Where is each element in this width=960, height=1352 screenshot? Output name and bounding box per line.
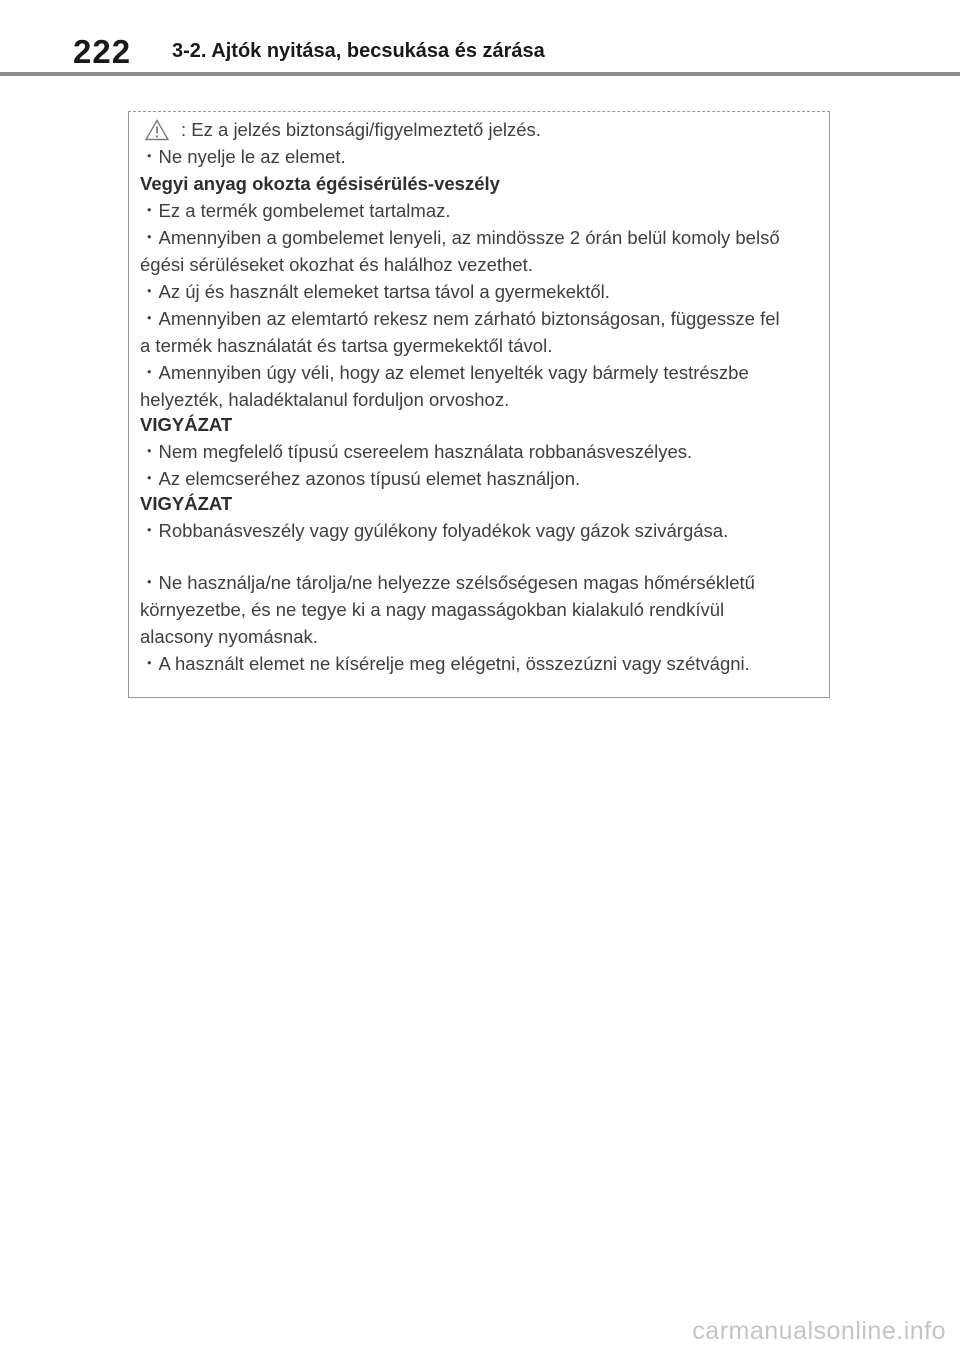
notice-line: alacsony nyomásnak. bbox=[140, 626, 318, 647]
battery-warning-notice bbox=[128, 111, 830, 698]
notice-line: ・Nem megfelelő típusú csereelem használata robbanásveszélyes. bbox=[140, 441, 693, 462]
section-title: 3-2. Ajtók nyitása, becsukása és zárása bbox=[172, 40, 545, 62]
notice-line: ・Az új és használt elemeket tartsa távol a gyermekektől. bbox=[140, 281, 610, 302]
notice-line: ・Ne nyelje le az elemet. bbox=[140, 146, 346, 167]
page-header bbox=[0, 0, 960, 80]
notice-line: ・Ez a termék gombelemet tartalmaz. bbox=[140, 200, 451, 221]
notice-line: égési sérüléseket okozhat és halálhoz vezethet. bbox=[140, 254, 533, 275]
page-number: 222 bbox=[73, 33, 132, 70]
notice-line: környezetbe, és ne tegye ki a nagy magasságokban kialakuló rendkívül bbox=[140, 599, 725, 620]
notice-line: ・Ne használja/ne tárolja/ne helyezze szélsőségesen magas hőmérsékletű bbox=[140, 572, 755, 593]
notice-line: ・Amennyiben a gombelemet lenyeli, az mindössze 2 órán belül komoly belső bbox=[140, 227, 780, 248]
hazard-heading: Vegyi anyag okozta égésisérülés-veszély bbox=[140, 173, 500, 194]
notice-line: ・Amennyiben úgy véli, hogy az elemet lenyelték vagy bármely testrészbe bbox=[140, 362, 749, 383]
warning-legend-text: : Ez a jelzés biztonsági/figyelmeztető jelzés. bbox=[181, 119, 541, 140]
notice-line: ・Robbanásveszély vagy gyúlékony folyadékok vagy gázok szivárgása. bbox=[140, 520, 729, 541]
header-divider bbox=[0, 72, 960, 76]
notice-line: ・A használt elemet ne kísérelje meg elégetni, összezúzni vagy szétvágni. bbox=[140, 653, 750, 674]
caution-heading: VIGYÁZAT bbox=[140, 493, 233, 514]
notice-line: helyezték, haladéktalanul forduljon orvoshoz. bbox=[140, 389, 510, 410]
warning-triangle-icon bbox=[145, 119, 169, 141]
warning-legend-row bbox=[135, 117, 541, 143]
notice-line: ・Amennyiben az elemtartó rekesz nem zárható biztonságosan, függessze fel bbox=[140, 308, 780, 329]
notice-line: ・Az elemcseréhez azonos típusú elemet használjon. bbox=[140, 468, 581, 489]
notice-line: a termék használatát és tartsa gyermekektől távol. bbox=[140, 335, 553, 356]
watermark: carmanualsonline.info bbox=[692, 1317, 946, 1345]
caution-heading: VIGYÁZAT bbox=[140, 414, 233, 435]
